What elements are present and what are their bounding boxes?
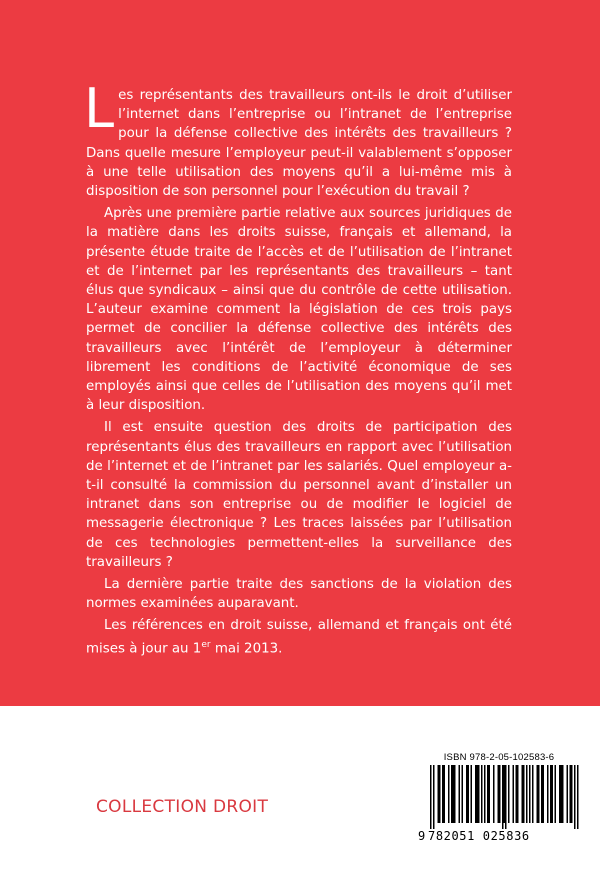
barcode-bar: [559, 765, 561, 823]
barcode-bar: [532, 765, 534, 823]
summary-paragraph-2: Après une première partie relative aux sources juridiques de la matière dans les droits suisse, français et allemand, la présente étude traite de l’accès et de l’utilisation de l’intranet et de l’internet par les représentants des travailleurs – tant élus que syndicaux – ainsi que du contrôle de cette utilisation. L’auteur examine comment la législation de ces trois pays permet de concilier la défense collective des intérêts des travailleurs avec l’intérêt de l’employeur à déterminer librement les conditions de l’activité économique de ses employés ainsi que celles de l’utilisation des moyens qu’il met à leur disposition.: [86, 206, 512, 414]
barcode-bar: [489, 765, 491, 823]
barcode-bar: [543, 765, 545, 823]
collection-name: COLLECTION DROIT: [96, 797, 269, 817]
barcode-bar: [550, 765, 552, 823]
summary-paragraph-5-text: Les références en droit suisse, allemand et français ont été mises à jour au 1: [86, 618, 512, 657]
barcode-bar: [516, 765, 518, 823]
barcode-bar: [498, 765, 500, 823]
barcode-digits: 782051 025836: [428, 829, 530, 843]
barcode-bar: [442, 765, 444, 823]
barcode-bar: [502, 765, 504, 829]
barcode-bar: [430, 765, 432, 829]
summary-paragraph-4: La dernière partie traite des sanctions de la violation des normes examinées auparavant.: [86, 577, 512, 612]
barcode-bar: [454, 765, 456, 823]
summary-paragraph-1-text: es représentants des travailleurs ont-ils le droit d’utiliser l’internet dans l’entreprise ou l’intranet de l’entreprise pour la défense collective des intérêts des travailleurs ? Dans quelle mesure l’employeur peut-il valablement s’opposer à une telle utilisation des moyens qu’il a lui-même mis à disposition de son personnel pour l’exécution du travail ?: [86, 88, 512, 200]
barcode-bar: [547, 765, 549, 823]
barcode-bar: [552, 765, 554, 823]
summary-paragraph-5: [86, 616, 512, 658]
ordinal-superscript: er: [201, 639, 211, 650]
barcode-bar: [508, 765, 510, 823]
barcode-bar: [523, 765, 525, 823]
barcode-bar: [513, 765, 515, 823]
back-cover-summary: [84, 77, 512, 661]
barcode-bar: [577, 765, 579, 829]
barcode-bar: [541, 765, 543, 823]
barcode-bar: [438, 765, 440, 823]
barcode-bar: [499, 765, 501, 823]
barcode-bar: [462, 765, 464, 823]
barcode-bar: [487, 765, 489, 823]
barcode-bar: [477, 765, 479, 823]
barcode-bar: [478, 765, 480, 823]
barcode-bar: [505, 765, 507, 829]
barcode-bar: [466, 765, 468, 823]
barcode-bar: [471, 765, 473, 823]
barcode-bar: [481, 765, 483, 823]
barcode-bar: [537, 765, 539, 823]
barcode-bar: [562, 765, 564, 823]
barcode-bar: [571, 765, 573, 823]
dropcap-letter: L: [84, 77, 115, 140]
barcode-bar: [451, 765, 453, 823]
summary-paragraph-3: Il est ensuite question des droits de participation des représentants élus des travailleurs en rapport avec l’utilisation de l’internet et de l’intranet par les salariés. Quel employeur a-t-il consulté la commission du personnel avant d’installer un intranet dans son entreprise ou de modifier le logiciel de messagerie électronique ? Les traces laissées par l’utilisation de ces technologies permettent-elles la surveillance des travailleurs ?: [86, 420, 512, 570]
barcode-bar: [538, 765, 540, 823]
barcode-bar: [475, 765, 477, 823]
barcode-bar: [493, 765, 495, 823]
summary-paragraph-5-end: mai 2013.: [210, 641, 283, 657]
barcode-bar: [529, 765, 531, 823]
barcode-bar: [448, 765, 450, 823]
barcode-bar: [570, 765, 572, 823]
barcode-first-digit: 9: [418, 829, 426, 843]
barcode-bar: [555, 765, 557, 823]
barcode-bar: [561, 765, 563, 823]
summary-paragraph-1: [84, 77, 512, 201]
barcode-bar: [453, 765, 455, 823]
barcode-bars: [418, 765, 580, 829]
barcode-bar: [504, 765, 506, 823]
isbn-label: ISBN 978-2-05-102583-6: [443, 752, 555, 763]
barcode-bar: [484, 765, 486, 823]
barcode-bar: [439, 765, 441, 823]
barcode-bar: [517, 765, 519, 823]
barcode-bar: [459, 765, 461, 823]
barcode-bar: [526, 765, 528, 823]
isbn-barcode: [418, 752, 580, 844]
barcode-bar: [444, 765, 446, 823]
barcode-bar: [574, 765, 576, 829]
barcode-bar: [468, 765, 470, 823]
barcode-bar: [522, 765, 524, 823]
barcode-bar: [433, 765, 435, 829]
barcode-bar: [567, 765, 569, 823]
